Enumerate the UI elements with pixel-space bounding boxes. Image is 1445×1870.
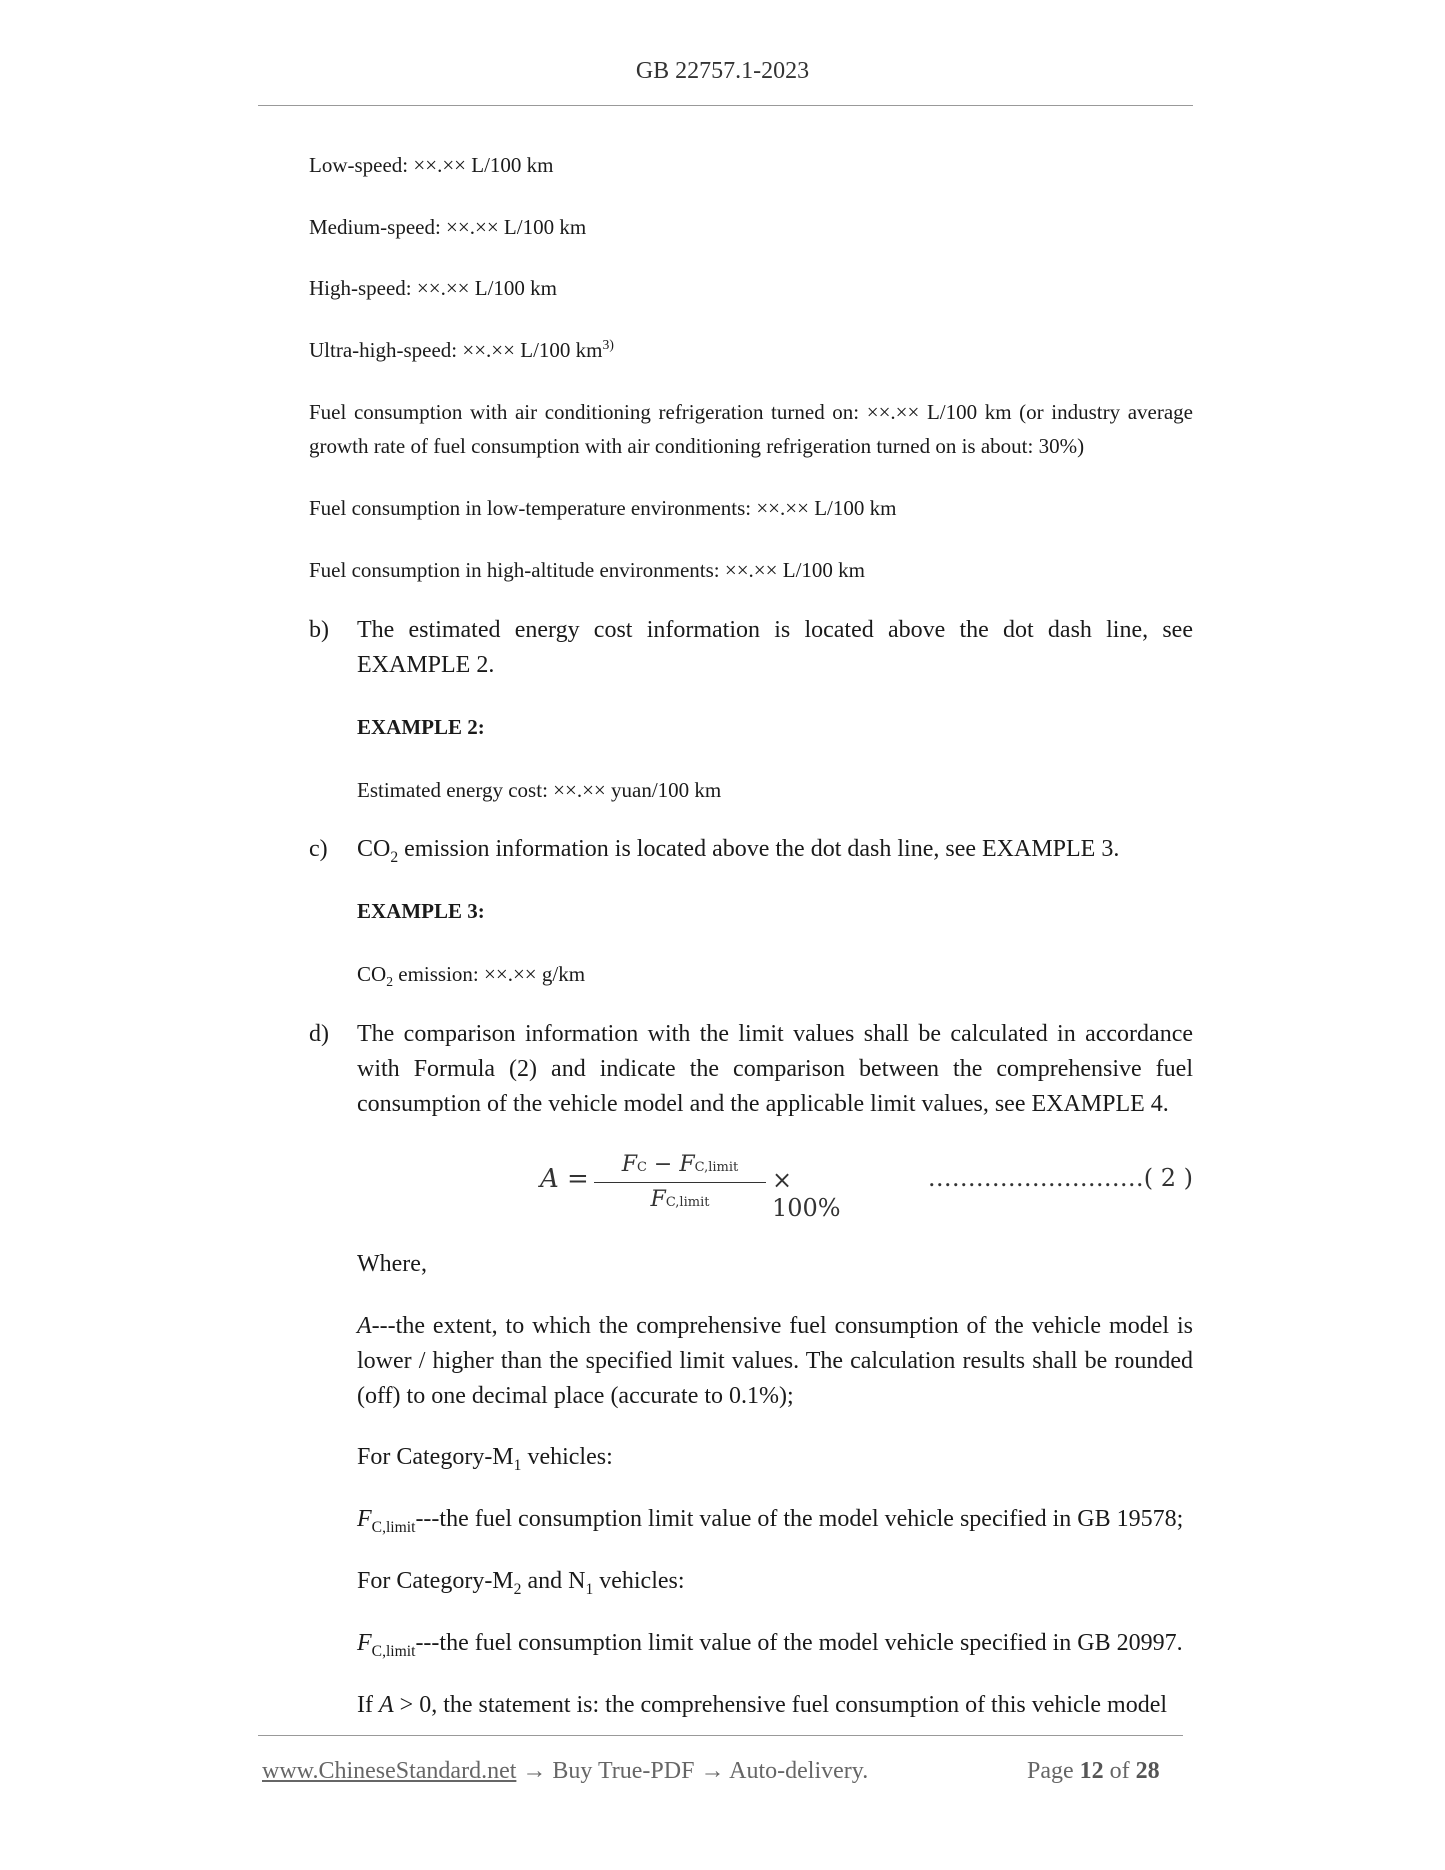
ac-fuel-line: Fuel consumption with air conditioning refrigeration turned on: ××.×× L/100 km (or industry average growth rate of fuel consumption with air conditioning refrigeration turned on is about: 30%) [309, 400, 1193, 458]
page-counter: Page 12 of 28 [1027, 1758, 1160, 1784]
item-d-text: The comparison information with the limit values shall be calculated in accordance with Formula (2) and indicate the comparison between the comprehensive fuel consumption of the vehicle model and the applicable limit values, see EXAMPLE 4. [357, 1021, 1193, 1117]
header-divider [258, 105, 1193, 106]
formula-numerator: FC − FC,limit [621, 1152, 739, 1177]
chinesestandard-link[interactable]: www.ChineseStandard.net [262, 1758, 517, 1784]
definition-fclimit-2: $F_{C,limit}--$-the fuel consumption limit value of the model vehicle specified in GB 20997. [357, 1630, 1183, 1660]
low-speed-line: Low-speed: ××.×× L/100 km [309, 153, 554, 177]
arrow-right-icon: → [522, 1758, 547, 1784]
total-pages: 28 [1135, 1758, 1160, 1784]
formula-fraction [592, 1148, 768, 1217]
formula-2 [540, 1148, 841, 1222]
example-2-heading: EXAMPLE 2: [357, 715, 485, 739]
where-label: Where, [357, 1251, 427, 1277]
item-c-text: $CO_2$ emission information is located above the dot dash line, see EXAMPLE 3. [357, 836, 1120, 866]
definition-fclimit-1: $F_{C,limit}--$-the fuel consumption limit value of the model vehicle specified in GB 19578; [357, 1506, 1184, 1536]
low-temp-line: Fuel consumption in low-temperature environments: ××.×× L/100 km [309, 496, 897, 520]
buy-true-pdf-text: Buy True-PDF [552, 1758, 695, 1784]
example-2-text: Estimated energy cost: ××.×× yuan/100 km [357, 778, 722, 802]
footer-links [262, 1758, 868, 1785]
ultra-high-speed-line: Ultra-high-speed: ××.×× L/100 $km^{3)}$ [309, 337, 614, 362]
example-3-text: $CO_2$ emission: ××.×× g/km [357, 962, 586, 990]
formula-denominator: FC,limit [650, 1187, 710, 1212]
formula-lhs: A = [540, 1164, 589, 1194]
formula-number: ………………………( 2 ) [927, 1164, 1193, 1192]
if-statement: If A > 0, the statement is: the comprehensive fuel consumption of this vehicle model [357, 1692, 1168, 1718]
item-d-label: d) [309, 1021, 329, 1047]
medium-speed-line: Medium-speed: ××.×× L/100 km [309, 215, 587, 239]
item-b-text: The estimated energy cost information is located above the dot dash line, see EXAMPLE 2. [357, 617, 1193, 678]
auto-delivery-text: Auto-delivery. [729, 1758, 869, 1784]
high-speed-line: High-speed: ××.×× L/100 km [309, 276, 558, 300]
footnote-ref: 3) [602, 337, 614, 352]
high-altitude-line: Fuel consumption in high-altitude environments: ××.×× L/100 km [309, 558, 865, 582]
arrow-right-icon: → [700, 1758, 725, 1784]
item-c-label: c) [309, 836, 328, 862]
footer-divider [258, 1735, 1183, 1736]
current-page: 12 [1079, 1758, 1104, 1784]
example-3-heading: EXAMPLE 3: [357, 899, 485, 923]
category-m1-line: For Category-$M_1$ vehicles: [357, 1444, 613, 1474]
definition-a: A---the extent, to which the comprehensive fuel consumption of the vehicle model is lower / higher than the specified limit values. The calculation results shall be rounded (off) to one decimal place (accurate to 0.1%); [357, 1313, 1193, 1409]
page-header: GB 22757.1-2023 [635, 58, 810, 84]
category-m2-n1-line: For Category-$M_2$ and $N_1$ vehicles: [357, 1568, 685, 1598]
item-b-label: b) [309, 617, 329, 643]
formula-multiplier: × 100% [772, 1166, 841, 1222]
